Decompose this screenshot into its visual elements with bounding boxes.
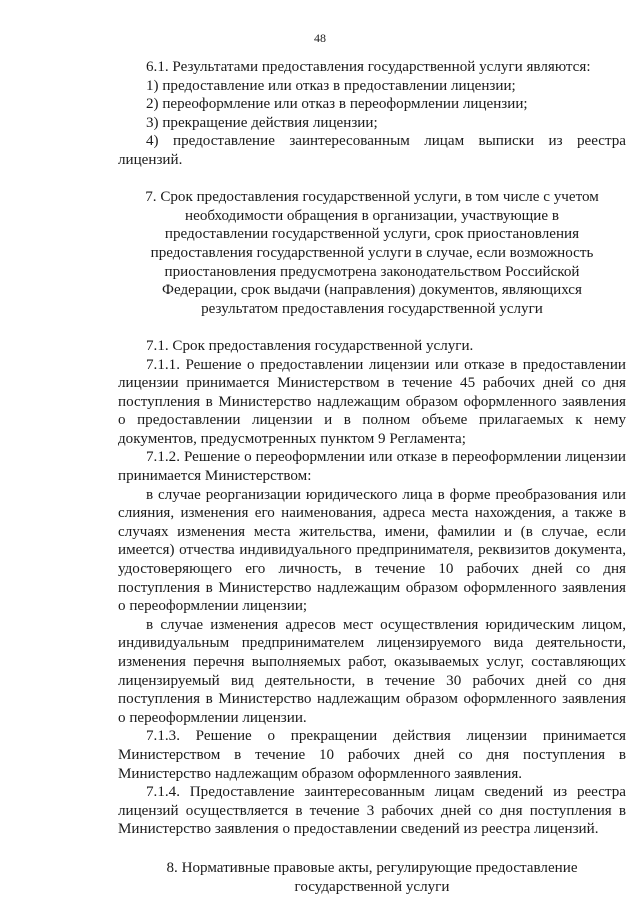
section-7-1-3: 7.1.3. Решение о прекращении действия лицензии принимается Министерством в течение 10 рабочих дней со дня поступления в Министерство надлежащим образом оформленного заявления. xyxy=(118,728,626,782)
section-6-1-item-4: 4) предоставление заинтересованным лицам выписки из реестра лицензий. xyxy=(118,133,626,168)
page-content xyxy=(118,58,626,896)
section-7-1-2: 7.1.2. Решение о переоформлении или отказе в переоформлении лицензии принимается Министерством: xyxy=(118,449,626,485)
section-6-1-item-3: 3) прекращение действия лицензии; xyxy=(146,114,378,131)
section-7-1-4: 7.1.4. Предоставление заинтересованным лицам сведений из реестра лицензий осуществляется в течение 3 рабочих дней со дня поступления в Министерство заявления о предоставлении сведений из реестра лицензий. xyxy=(118,784,626,838)
section-7-1-1: 7.1.1. Решение о предоставлении лицензии или отказе в предоставлении лицензии принимается Министерством в течение 45 рабочих дней со дня поступления в Министерство надлежащим образом оформленного заявления о предоставлении лицензии и в полном объеме прилагаемых к нему документов, предусмотренных пунктом 9 Регламента; xyxy=(118,356,626,447)
section-7-heading: 7. Срок предоставления государственной услуги, в том числе с учетом необходимости обращения в организации, участвующие в предоставлении государственной услуги, срок приостановления предоставления государственной услуги в случае, если возможность приостановления предусмотрена законодательством Российской Федерации, срок выдачи (направления) документов, являющихся результатом предоставления государственной услуги xyxy=(145,189,599,317)
section-7-1-2-case-b: в случае изменения адресов мест осуществления юридическим лицом, индивидуальным предпринимателем лицензируемого вида деятельности, изменения перечня выполняемых работ, оказываемых услуг, составляющих лицензируемый вид деятельности, в течение 30 рабочих дней со дня поступления в Министерство надлежащим образом оформленного заявления о переоформлении лицензии. xyxy=(118,616,626,726)
section-8-heading: 8. Нормативные правовые акты, регулирующие предоставление государственной услуги xyxy=(166,859,578,895)
section-7-1: 7.1. Срок предоставления государственной услуги. xyxy=(146,337,474,354)
section-6-1-intro: 6.1. Результатами предоставления государственной услуги являются: xyxy=(146,59,591,75)
section-6-1-item-1: 1) предоставление или отказ в предоставлении лицензии; xyxy=(146,77,516,94)
page-number: 48 xyxy=(314,31,326,45)
section-7-1-2-case-a: в случае реорганизации юридического лица в форме преобразования или слияния, изменения его наименования, адреса места нахождения, а также в случаях изменения места жительства, имени, фамилии и (в случае, если имеется) отчества индивидуального предпринимателя, реквизитов документа, удостоверяющего его личность, в течение 10 рабочих дней со дня поступления в Министерство надлежащим образом оформленного заявления о переоформлении лицензии; xyxy=(118,486,626,615)
section-6-1-item-2: 2) переоформление или отказ в переоформлении лицензии; xyxy=(146,96,528,113)
